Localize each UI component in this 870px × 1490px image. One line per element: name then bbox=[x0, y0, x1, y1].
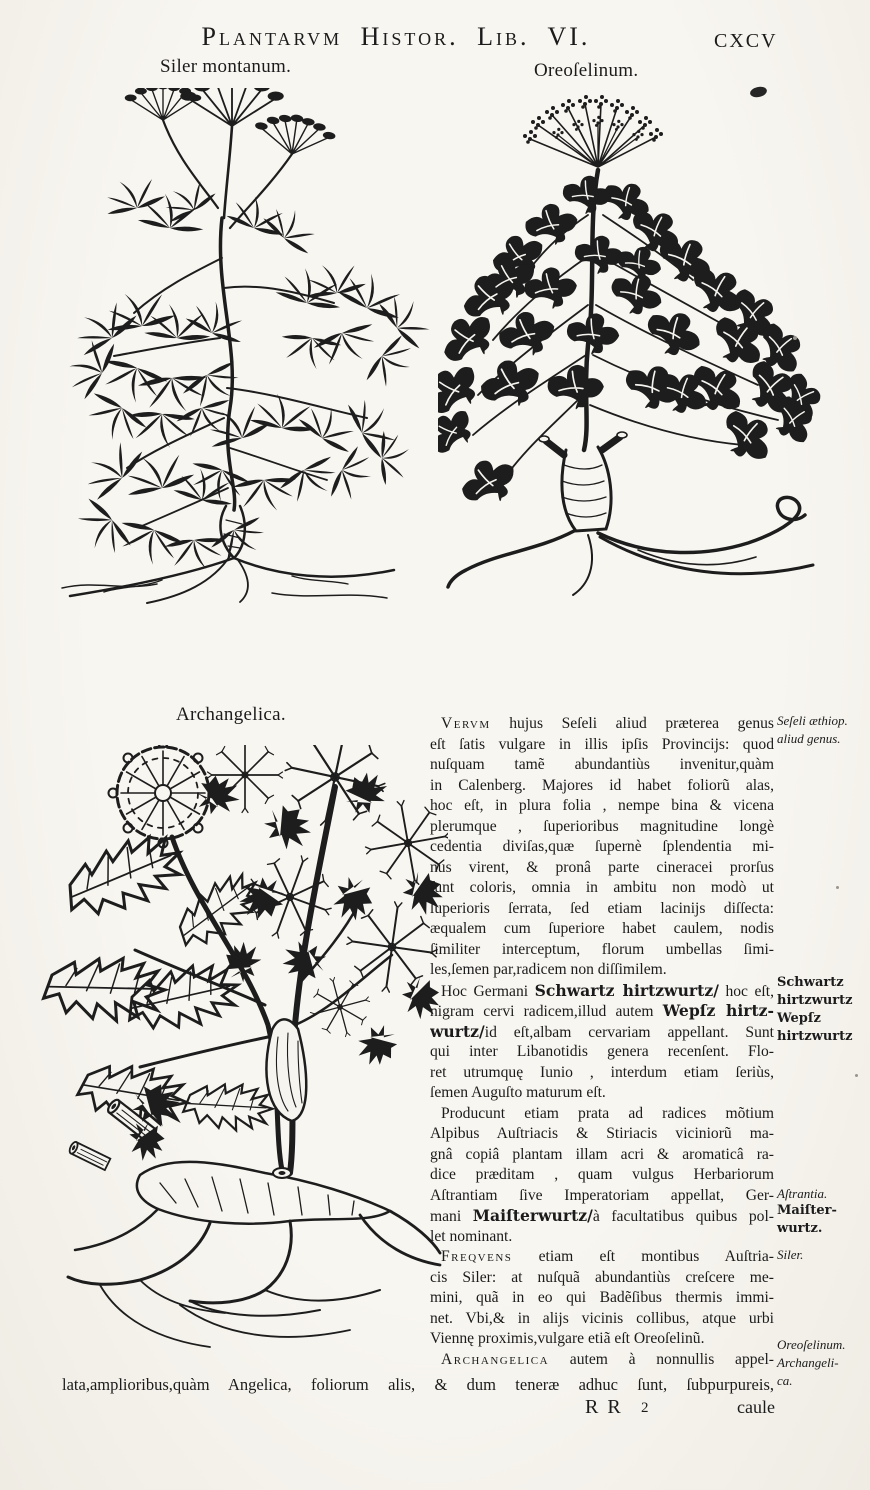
body-text: ſunt coloris, omnia in ambitu non modò ut bbox=[430, 879, 774, 896]
running-title: Plantarvm Histor. Lib. VI. bbox=[201, 22, 591, 51]
text-line bbox=[430, 1288, 774, 1309]
blackletter-text: Maiſterwurtz/ bbox=[472, 1206, 593, 1225]
text-line bbox=[430, 837, 774, 858]
text-line bbox=[430, 735, 774, 756]
body-text: ſuperioris ſerrata, ſed etiam lacinijs diſſecta: bbox=[430, 899, 774, 917]
margin-note-line: hirtzwurtz bbox=[777, 1029, 853, 1044]
body-text: Viennę proximis,vulgare etiã eſt Oreoſelinũ. bbox=[430, 1330, 705, 1347]
body-text: Producunt etiam prata ad radices mõtium bbox=[441, 1104, 774, 1122]
oreoselinum-umbel bbox=[523, 95, 663, 167]
body-text: Vervm bbox=[441, 715, 491, 732]
body-text: nigram cervi radicem,illud autem bbox=[430, 1003, 663, 1020]
oreoselinum-woodcut bbox=[438, 95, 850, 707]
body-text: mani bbox=[430, 1208, 473, 1225]
body-text: ſemen Auguſto maturum eſt. bbox=[430, 1084, 606, 1101]
margin-note-line: Schwartz bbox=[777, 975, 844, 990]
quire-signature-number: 2 bbox=[641, 1400, 649, 1416]
text-line bbox=[430, 796, 774, 817]
body-text: Alpibus Auſtriacis & Stiriacis viciniorũ ma- bbox=[430, 1125, 774, 1142]
margin-note-maisterwurtz bbox=[777, 1202, 867, 1238]
margin-note-line: Aſtrantia. bbox=[777, 1186, 828, 1201]
text-line bbox=[430, 981, 774, 1002]
body-text: nus virent, & pronâ parte cineracei prorſus bbox=[430, 858, 774, 876]
margin-note-line: Archangeli- bbox=[777, 1355, 839, 1370]
quire-signature: RR bbox=[585, 1396, 630, 1418]
margin-note-line: wurtz. bbox=[777, 1221, 823, 1236]
text-line bbox=[430, 714, 774, 735]
text-line bbox=[430, 960, 774, 981]
body-text: nuſquam tamẽ abundantiùs invenitur,quàm bbox=[430, 756, 774, 773]
body-text: cis Siler: at nuſquã abundantiùs creſcere me- bbox=[430, 1268, 774, 1286]
siler-montanum-woodcut bbox=[42, 88, 438, 700]
body-text: net. Vbi,& in alijs vicinis collibus, atque urbi bbox=[430, 1309, 774, 1327]
margin-note-line: Maiſter- bbox=[777, 1203, 837, 1218]
margin-note-siler bbox=[777, 1246, 867, 1264]
body-text: les,ſemen par,radicem non diſſimilem. bbox=[430, 961, 667, 978]
archangelica-woodcut bbox=[40, 745, 448, 1381]
body-text: ſimiliter interceptum, florum umbellas ſimi- bbox=[430, 940, 774, 958]
body-text: dice præditam , quam vulgus Herbariorum bbox=[430, 1166, 774, 1183]
body-text: gnâ copiâ plantam illam acri & aromaticâ ra- bbox=[430, 1145, 774, 1163]
body-text: hujus Seſeli aliud præterea genus bbox=[490, 715, 774, 732]
text-line bbox=[430, 1247, 774, 1268]
margin-note-schwartz bbox=[777, 974, 867, 1046]
text-line bbox=[430, 1329, 774, 1350]
archangelica-cut-stems bbox=[68, 1077, 186, 1170]
text-line bbox=[430, 899, 774, 920]
text-line bbox=[430, 919, 774, 940]
archangelica-star-umbels bbox=[196, 745, 448, 1073]
body-text: mini, quã in eo qui Badẽſibus thermis immi- bbox=[430, 1289, 774, 1306]
text-line bbox=[430, 1083, 774, 1104]
text-line bbox=[430, 1001, 774, 1022]
text-line bbox=[430, 1268, 774, 1289]
margin-note-archangelica bbox=[777, 1354, 867, 1390]
margin-note-line: Oreoſelinum. bbox=[777, 1337, 846, 1352]
text-line bbox=[430, 1124, 774, 1145]
text-line bbox=[430, 755, 774, 776]
figure-label-oreoselinum: Oreoſelinum. bbox=[534, 60, 639, 81]
margin-note-line: aliud genus. bbox=[777, 731, 841, 746]
oreoselinum-foliage bbox=[438, 175, 827, 516]
text-line bbox=[430, 858, 774, 879]
text-line bbox=[430, 1104, 774, 1125]
text-line bbox=[430, 1165, 774, 1186]
paper-speck bbox=[836, 886, 839, 889]
body-text: let nominant. bbox=[430, 1227, 513, 1245]
margin-note-line: hirtzwurtz bbox=[777, 993, 853, 1008]
body-text: qui inter Libanotidis genera recenſent. Flo- bbox=[430, 1043, 774, 1060]
blackletter-text: Wepſz hirtz- bbox=[662, 1001, 774, 1020]
margin-note-line: ca. bbox=[777, 1373, 793, 1388]
paper-speck bbox=[793, 336, 797, 340]
catchword: caule bbox=[737, 1397, 775, 1417]
margin-note-line: Siler. bbox=[777, 1247, 804, 1262]
text-line bbox=[430, 1206, 774, 1227]
body-text: autem à nonnullis appel- bbox=[549, 1350, 774, 1368]
body-text: plerumque , ſuperioribus magnitudine longè bbox=[430, 817, 774, 835]
body-text: etiam eſt montibus Auſtria- bbox=[512, 1248, 774, 1265]
margin-note-line: Seſeli æthiop. bbox=[777, 713, 848, 728]
figure-label-siler: Siler montanum. bbox=[160, 56, 292, 77]
body-text: Hoc Germani bbox=[441, 982, 535, 1000]
blackletter-text: Schwartz hirtzwurtz/ bbox=[534, 980, 719, 1000]
text-line bbox=[430, 1063, 774, 1084]
text-line bbox=[430, 940, 774, 961]
siler-foliage bbox=[59, 171, 438, 572]
body-text: hoc eſt, bbox=[718, 982, 774, 1000]
text-line bbox=[430, 1042, 774, 1063]
body-text: id eſt,albam cervariam appellant. Sunt bbox=[484, 1023, 774, 1041]
archangelica-pompom-umbel bbox=[109, 745, 218, 848]
text-line bbox=[430, 1309, 774, 1330]
margin-note-oreoselinum bbox=[777, 1336, 867, 1354]
text-line bbox=[430, 1022, 774, 1043]
blackletter-text: wurtz/ bbox=[430, 1021, 485, 1041]
archangelica-rootstock bbox=[68, 1162, 440, 1347]
text-line bbox=[430, 1145, 774, 1166]
text-line bbox=[430, 1350, 774, 1371]
figure-label-archangelica: Archangelica. bbox=[176, 704, 286, 725]
text-line bbox=[430, 1227, 774, 1248]
margin-note-astrantia bbox=[777, 1185, 867, 1203]
body-text: in Calenberg. Majores id habet foliorũ alas, bbox=[430, 776, 774, 794]
text-line bbox=[430, 1186, 774, 1207]
bottom-text-line: lata,amplioribus,quàm Angelica, foliorum alis, & dum teneræ adhuc ſunt, ſubpurpureis, bbox=[62, 1375, 774, 1394]
archangelica-sheath bbox=[266, 1019, 306, 1121]
body-text: hoc eſt, in plura folia , nempe bina & vicena bbox=[430, 797, 774, 814]
body-text: Archangelica bbox=[441, 1350, 550, 1368]
body-text: ret utrumquę Iunio , interdum etiam ſeriùs, bbox=[430, 1063, 774, 1081]
body-text: Aſtrantiam ſive Imperatoriam appellat, Ger- bbox=[430, 1186, 774, 1204]
page-number: CXCV bbox=[714, 30, 778, 52]
text-line bbox=[430, 878, 774, 899]
text-line bbox=[430, 817, 774, 838]
text-column bbox=[430, 714, 774, 1370]
body-text: æqualem cum ſuperiore habet caulem, nodis bbox=[430, 920, 774, 937]
body-text: eſt ſatis vulgare in illis ipſis Provincijs: quod bbox=[430, 735, 774, 753]
margin-note-seseli bbox=[777, 712, 867, 748]
body-text: cedentia diviſas,quæ ſupernè ſplendentia mi- bbox=[430, 838, 774, 855]
margin-note-line: Wepſz bbox=[777, 1011, 821, 1026]
body-text: Freqvens bbox=[441, 1248, 513, 1265]
siler-roots bbox=[62, 506, 394, 603]
paper-speck bbox=[855, 1074, 858, 1077]
text-line bbox=[430, 776, 774, 797]
body-text: à facultatibus quibus pol- bbox=[592, 1208, 774, 1225]
